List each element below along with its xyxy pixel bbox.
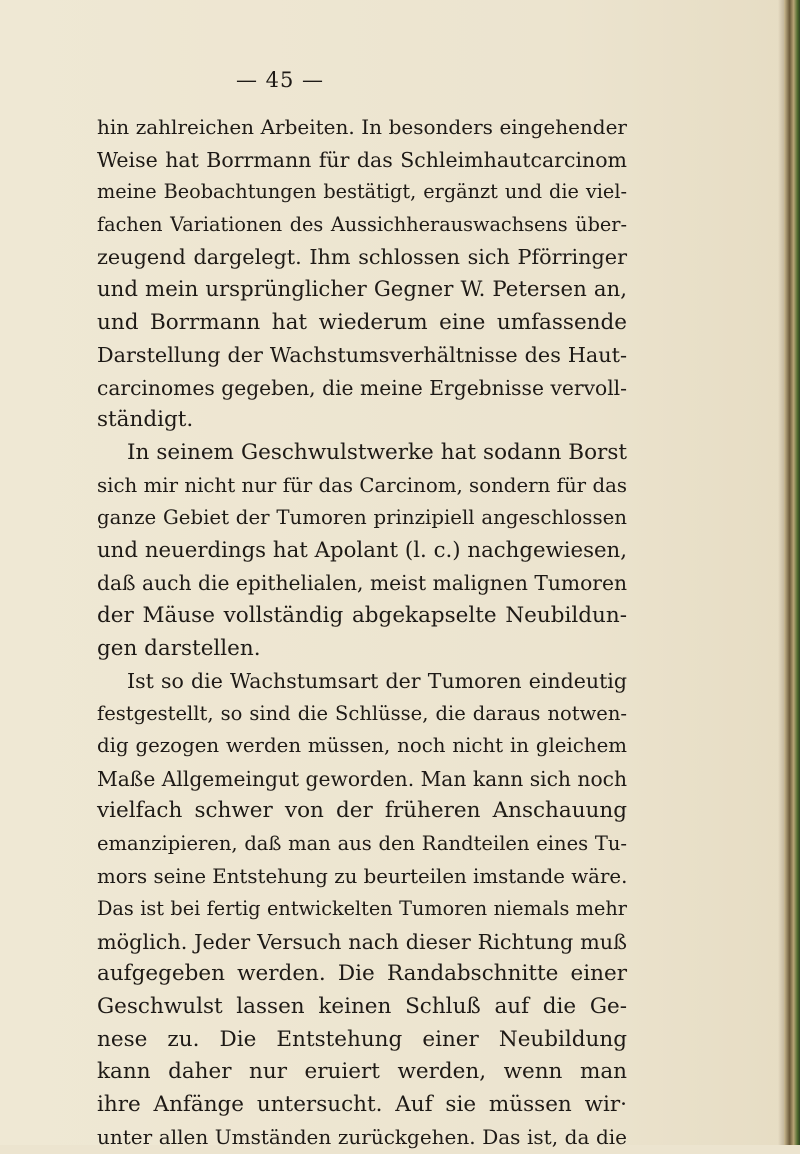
text-line: daß auch die epithelialen, meist malignen Tumoren <box>97 571 627 596</box>
paragraph-end-line: gen darstellen. <box>97 635 261 661</box>
text-line: hin zahlreichen Arbeiten. In besonders eingehender <box>97 115 627 139</box>
text-line: Weise hat Borrmann für das Schleimhautcarcinom <box>97 147 627 172</box>
text-line: aufgegeben werden. Die Randabschnitte einer <box>97 961 627 987</box>
paragraph-start-line: Ist so die Wachstumsart der Tumoren eindeutig <box>127 669 627 694</box>
text-line: zeugend dargelegt. Ihm schlossen sich Pförringer <box>97 245 627 270</box>
book-spine-edge <box>784 0 800 1145</box>
body-text <box>97 111 627 1154</box>
text-line: mors seine Entstehung zu beurteilen imstande wäre. <box>97 864 628 888</box>
text-line: und Borrmann hat wiederum eine umfassende <box>97 309 627 335</box>
text-line: carcinomes gegeben, die meine Ergebnisse vervoll- <box>97 375 627 400</box>
text-line: meine Beobachtungen bestätigt, ergänzt und die viel- <box>97 180 627 204</box>
text-line: ihre Anfänge untersucht. Auf sie müssen wir· <box>97 1091 627 1117</box>
text-line: dig gezogen werden müssen, noch nicht in gleichem <box>97 734 627 758</box>
text-line: Maße Allgemeingut geworden. Man kann sich noch <box>97 766 628 791</box>
text-line: und mein ursprünglicher Gegner W. Petersen an, <box>97 276 627 302</box>
page-number: — 45 — <box>235 68 325 92</box>
text-line: vielfach schwer von der früheren Anschauung <box>97 798 627 824</box>
text-line: möglich. Jeder Versuch nach dieser Richtung muß <box>97 929 627 954</box>
text-line: Geschwulst lassen keinen Schluß auf die Ge- <box>97 994 627 1020</box>
text-line: nese zu. Die Entstehung einer Neubildung <box>97 1026 627 1052</box>
text-line: fachen Variationen des Aussichherauswachsens über- <box>97 212 627 236</box>
text-line: der Mäuse vollständig abgekapselte Neubildun- <box>97 602 627 628</box>
text-line: Das ist bei fertig entwickelten Tumoren niemals mehr <box>97 897 627 921</box>
text-line: kann daher nur eruiert werden, wenn man <box>97 1059 627 1085</box>
paragraph-end-line: ständigt. <box>97 407 194 433</box>
paragraph-start-line: In seinem Geschwulstwerke hat sodann Borst <box>127 439 627 465</box>
text-line: ganze Gebiet der Tumoren prinzipiell angeschlossen <box>97 506 627 530</box>
text-line: emanzipieren, daß man aus den Randteilen eines Tu- <box>97 832 627 856</box>
text-line: unter allen Umständen zurückgehen. Das ist, da die <box>97 1125 627 1150</box>
text-line: festgestellt, so sind die Schlüsse, die daraus notwen- <box>97 701 627 725</box>
text-line: Darstellung der Wachstumsverhältnisse des Haut- <box>97 343 627 368</box>
text-line: und neuerdings hat Apolant (l. c.) nachgewiesen, <box>97 537 627 563</box>
text-line: sich mir nicht nur für das Carcinom, sondern für das <box>97 473 627 497</box>
